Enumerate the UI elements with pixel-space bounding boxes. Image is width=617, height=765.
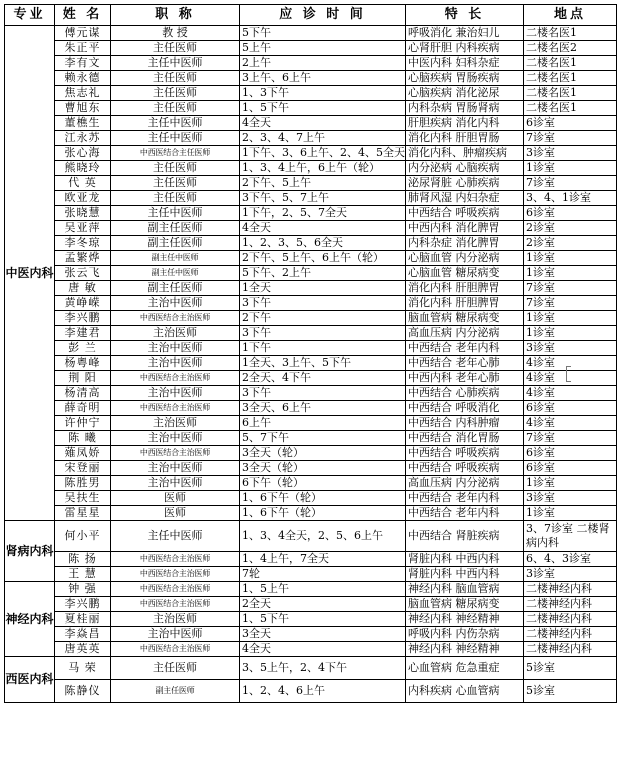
clinic-location: 二楼名医1: [524, 101, 617, 116]
clinic-schedule: 1全天: [240, 281, 406, 296]
table-row: [5, 266, 617, 281]
doctor-title: 教 授: [111, 26, 240, 41]
clinic-location: 6诊室: [524, 446, 617, 461]
clinic-location: 二楼神经内科: [524, 612, 617, 627]
clinic-schedule: 1全天、3上午、5下午: [240, 356, 406, 371]
doctor-name: 陈 扬: [55, 552, 111, 567]
doctor-title: 中西医结合主治医师: [111, 401, 240, 416]
table-row: [5, 251, 617, 266]
clinic-location: 4诊室: [524, 371, 617, 386]
doctor-name: 夏桂丽: [55, 612, 111, 627]
clinic-schedule: 5、7下午: [240, 431, 406, 446]
clinic-schedule: 1、4上午，7全天: [240, 552, 406, 567]
clinic-schedule: 1、6下午（轮）: [240, 506, 406, 521]
clinic-schedule: 1、5下午: [240, 612, 406, 627]
clinic-location: 1诊室: [524, 266, 617, 281]
doctor-title: 中西医结合主治医师: [111, 311, 240, 326]
clinic-location: 4诊室: [524, 386, 617, 401]
doctor-specialty: 神经内科 神经精神: [406, 642, 524, 657]
doctor-specialty: 消化内科 肝胆脾胃: [406, 281, 524, 296]
doctor-name: 王 慧: [55, 567, 111, 582]
doctor-name: 江永苏: [55, 131, 111, 146]
table-row: [5, 356, 617, 371]
clinic-location: 二楼神经内科: [524, 642, 617, 657]
table-row: [5, 476, 617, 491]
doctor-name: 吴扶生: [55, 491, 111, 506]
table-row: [5, 552, 617, 567]
doctor-name: 钟 强: [55, 582, 111, 597]
clinic-schedule: 2下午、5上午、6上午（轮）: [240, 251, 406, 266]
doctor-specialty: 神经内科 脑血管病: [406, 582, 524, 597]
table-row: [5, 597, 617, 612]
table-row: [5, 131, 617, 146]
clinic-location: 2诊室: [524, 221, 617, 236]
doctor-name: 李冬琼: [55, 236, 111, 251]
clinic-location: 二楼神经内科: [524, 627, 617, 642]
doctor-specialty: 泌尿肾脏 心肺疾病: [406, 176, 524, 191]
doctor-specialty: 肝胆疾病 消化内科: [406, 116, 524, 131]
header-row: [5, 5, 617, 26]
table-row: [5, 491, 617, 506]
table-row: [5, 206, 617, 221]
doctor-specialty: 内科疾病 心血管病: [406, 680, 524, 703]
doctor-title: 主治中医师: [111, 627, 240, 642]
table-row: [5, 311, 617, 326]
clinic-schedule: 1、2、4、6上午: [240, 680, 406, 703]
doctor-name: 张晓慧: [55, 206, 111, 221]
doctor-specialty: 呼吸内科 内伤杂病: [406, 627, 524, 642]
doctor-specialty: 肺肾风湿 内妇杂症: [406, 191, 524, 206]
doctor-name: 朱正平: [55, 41, 111, 56]
clinic-location: 5诊室: [524, 657, 617, 680]
table-row: [5, 191, 617, 206]
clinic-location: 二楼神经内科: [524, 582, 617, 597]
table-row: [5, 101, 617, 116]
clinic-schedule: 1、5下午: [240, 101, 406, 116]
doctor-title: 主任医师: [111, 101, 240, 116]
page-edge-mark: [566, 366, 571, 382]
department-cell: 西医内科: [5, 657, 55, 703]
doctor-specialty: 肾脏内科 中西内科: [406, 567, 524, 582]
clinic-schedule: 3、5上午，2、4下午: [240, 657, 406, 680]
clinic-location: 1诊室: [524, 506, 617, 521]
doctor-specialty: 中西结合 心肺疾病: [406, 386, 524, 401]
clinic-location: 1诊室: [524, 251, 617, 266]
clinic-location: 1诊室: [524, 326, 617, 341]
doctor-name: 张云飞: [55, 266, 111, 281]
table-row: [5, 582, 617, 597]
doctor-title: 主任医师: [111, 191, 240, 206]
doctor-name: 薙凤娇: [55, 446, 111, 461]
clinic-location: 二楼神经内科: [524, 597, 617, 612]
table-row: [5, 401, 617, 416]
clinic-location: 6诊室: [524, 461, 617, 476]
clinic-location: 3、4、1诊室: [524, 191, 617, 206]
doctor-specialty: 心脑疾病 消化泌尿: [406, 86, 524, 101]
doctor-title: 医师: [111, 491, 240, 506]
clinic-location: 3诊室: [524, 341, 617, 356]
doctor-name: 唐英英: [55, 642, 111, 657]
department-cell: 中医内科: [5, 26, 55, 521]
clinic-schedule: 3全天: [240, 627, 406, 642]
doctor-name: 李兴鹏: [55, 311, 111, 326]
clinic-location: 1诊室: [524, 311, 617, 326]
doctor-specialty: 脑血管病 糖尿病变: [406, 597, 524, 612]
doctor-specialty: 中西结合 老年内科: [406, 506, 524, 521]
table-row: [5, 326, 617, 341]
clinic-schedule-table: [4, 4, 617, 703]
doctor-title: 主任医师: [111, 86, 240, 101]
doctor-specialty: 消化内科、肿瘤疾病: [406, 146, 524, 161]
doctor-name: 黄峥嵘: [55, 296, 111, 311]
doctor-name: 许仲宁: [55, 416, 111, 431]
doctor-title: 主治医师: [111, 326, 240, 341]
doctor-specialty: 内分泌病 心脑疾病: [406, 161, 524, 176]
doctor-name: 焦志礼: [55, 86, 111, 101]
table-row: [5, 506, 617, 521]
doctor-specialty: 中西结合 呼吸疾病: [406, 206, 524, 221]
clinic-location: 6诊室: [524, 401, 617, 416]
table-row: [5, 26, 617, 41]
doctor-title: 副主任医师: [111, 281, 240, 296]
doctor-title: 中西医结合主治医师: [111, 582, 240, 597]
clinic-schedule: 6上午: [240, 416, 406, 431]
clinic-location: 二楼名医1: [524, 86, 617, 101]
clinic-location: 3诊室: [524, 491, 617, 506]
doctor-name: 杨清高: [55, 386, 111, 401]
clinic-location: 3、7诊室 二楼肾病内科: [524, 521, 617, 552]
schedule-document: [4, 4, 610, 703]
clinic-location: 二楼名医2: [524, 41, 617, 56]
table-row: [5, 161, 617, 176]
table-row: [5, 680, 617, 703]
doctor-specialty: 中医内科 妇科杂症: [406, 56, 524, 71]
clinic-schedule: 1、3下午: [240, 86, 406, 101]
clinic-schedule: 3下午、5、7上午: [240, 191, 406, 206]
clinic-schedule: 4全天: [240, 116, 406, 131]
doctor-specialty: 高血压病 内分泌病: [406, 476, 524, 491]
table-row: [5, 431, 617, 446]
department-cell: 肾病内科: [5, 521, 55, 582]
table-row: [5, 386, 617, 401]
doctor-name: 张心海: [55, 146, 111, 161]
doctor-title: 副主任中医师: [111, 251, 240, 266]
clinic-location: 7诊室: [524, 281, 617, 296]
table-row: [5, 296, 617, 311]
clinic-location: 2诊室: [524, 236, 617, 251]
table-row: [5, 86, 617, 101]
doctor-name: 董樵生: [55, 116, 111, 131]
doctor-title: 副主任医师: [111, 221, 240, 236]
doctor-title: 主任中医师: [111, 206, 240, 221]
doctor-title: 主任中医师: [111, 521, 240, 552]
doctor-title: 医师: [111, 506, 240, 521]
clinic-location: 7诊室: [524, 131, 617, 146]
doctor-name: 杨粤峰: [55, 356, 111, 371]
doctor-title: 副主任医师: [111, 236, 240, 251]
table-row: [5, 236, 617, 251]
doctor-specialty: 内科杂症 消化脾胃: [406, 236, 524, 251]
department-cell: 神经内科: [5, 582, 55, 657]
clinic-location: 3诊室: [524, 567, 617, 582]
doctor-title: 主治中医师: [111, 476, 240, 491]
clinic-schedule: 7轮: [240, 567, 406, 582]
doctor-specialty: 神经内科 神经精神: [406, 612, 524, 627]
clinic-location: 7诊室: [524, 176, 617, 191]
clinic-location: 6诊室: [524, 116, 617, 131]
doctor-title: 主治中医师: [111, 386, 240, 401]
clinic-location: 5诊室: [524, 680, 617, 703]
doctor-name: 陈 曦: [55, 431, 111, 446]
doctor-name: 唐 敏: [55, 281, 111, 296]
clinic-location: 二楼名医1: [524, 71, 617, 86]
doctor-title: 主治医师: [111, 612, 240, 627]
doctor-specialty: 脑血管病 糖尿病变: [406, 311, 524, 326]
doctor-specialty: 中西结合 肾脏疾病: [406, 521, 524, 552]
clinic-schedule: 3全天（轮）: [240, 446, 406, 461]
doctor-specialty: 心脑血管 糖尿病变: [406, 266, 524, 281]
doctor-specialty: 中西结合 呼吸疾病: [406, 446, 524, 461]
doctor-title: 中西医结合主治医师: [111, 371, 240, 386]
doctor-name: 欧亚龙: [55, 191, 111, 206]
doctor-name: 李焱昌: [55, 627, 111, 642]
doctor-name: 宋登丽: [55, 461, 111, 476]
table-row: [5, 416, 617, 431]
clinic-location: 7诊室: [524, 296, 617, 311]
clinic-schedule: 2全天: [240, 597, 406, 612]
doctor-specialty: 中西结合 呼吸消化: [406, 401, 524, 416]
table-row: [5, 371, 617, 386]
doctor-specialty: 心脑血管 内分泌病: [406, 251, 524, 266]
clinic-schedule: 3全天、6上午: [240, 401, 406, 416]
doctor-specialty: 中西内科 老年心肺: [406, 371, 524, 386]
clinic-location: 6诊室: [524, 206, 617, 221]
doctor-title: 主治医师: [111, 416, 240, 431]
table-row: [5, 56, 617, 71]
doctor-specialty: 心肾肝胆 内科疾病: [406, 41, 524, 56]
table-row: [5, 71, 617, 86]
clinic-schedule: 2上午: [240, 56, 406, 71]
clinic-schedule: 4全天: [240, 642, 406, 657]
clinic-schedule: 5上午: [240, 41, 406, 56]
doctor-title: 主任中医师: [111, 131, 240, 146]
table-row: [5, 612, 617, 627]
header-location: 地点: [524, 5, 617, 26]
doctor-title: 主任医师: [111, 71, 240, 86]
doctor-name: 陈胜男: [55, 476, 111, 491]
doctor-specialty: 心血管病 危急重症: [406, 657, 524, 680]
table-row: [5, 461, 617, 476]
doctor-specialty: 高血压病 内分泌病: [406, 326, 524, 341]
doctor-name: 荆 阳: [55, 371, 111, 386]
clinic-schedule: 2下午、5上午: [240, 176, 406, 191]
doctor-specialty: 中西结合 呼吸疾病: [406, 461, 524, 476]
table-row: [5, 521, 617, 552]
doctor-specialty: 消化内科 肝胆脾胃: [406, 296, 524, 311]
doctor-title: 主治中医师: [111, 356, 240, 371]
clinic-schedule: 2下午: [240, 311, 406, 326]
doctor-specialty: 内科杂病 胃肠肾病: [406, 101, 524, 116]
clinic-schedule: 1下午: [240, 341, 406, 356]
header-specialty: 特 长: [406, 5, 524, 26]
table-row: [5, 642, 617, 657]
clinic-schedule: 3下午: [240, 386, 406, 401]
clinic-location: 6、4、3诊室: [524, 552, 617, 567]
clinic-schedule: 1、2、3、5、6全天: [240, 236, 406, 251]
clinic-location: 1诊室: [524, 161, 617, 176]
doctor-specialty: 中西结合 老年内科: [406, 491, 524, 506]
clinic-location: 二楼名医1: [524, 56, 617, 71]
doctor-title: 主任医师: [111, 657, 240, 680]
clinic-schedule: 1、3、4全天，2、5、6上午: [240, 521, 406, 552]
clinic-schedule: 6下午（轮）: [240, 476, 406, 491]
clinic-schedule: 5下午: [240, 26, 406, 41]
table-row: [5, 341, 617, 356]
doctor-title: 主任中医师: [111, 56, 240, 71]
header-schedule: 应 诊 时 间: [240, 5, 406, 26]
clinic-schedule: 1下午、3、6上午、2、4、5全天: [240, 146, 406, 161]
doctor-specialty: 心脑疾病 胃肠疾病: [406, 71, 524, 86]
table-row: [5, 657, 617, 680]
doctor-name: 陈静仪: [55, 680, 111, 703]
clinic-schedule: 3全天（轮）: [240, 461, 406, 476]
doctor-title: 主治中医师: [111, 431, 240, 446]
clinic-schedule: 1、5上午: [240, 582, 406, 597]
doctor-title: 中西医结合主治医师: [111, 552, 240, 567]
doctor-name: 彭 兰: [55, 341, 111, 356]
table-row: [5, 116, 617, 131]
doctor-title: 主治中医师: [111, 296, 240, 311]
header-title: 职 称: [111, 5, 240, 26]
doctor-title: 中西医结合主治医师: [111, 597, 240, 612]
clinic-location: 二楼名医1: [524, 26, 617, 41]
clinic-location: 4诊室: [524, 416, 617, 431]
clinic-schedule: 3上午、6上午: [240, 71, 406, 86]
clinic-location: 3诊室: [524, 146, 617, 161]
doctor-title: 中西医结合主治医师: [111, 446, 240, 461]
doctor-title: 副主任中医师: [111, 266, 240, 281]
table-row: [5, 221, 617, 236]
clinic-location: 7诊室: [524, 431, 617, 446]
doctor-title: 主治中医师: [111, 341, 240, 356]
doctor-name: 何小平: [55, 521, 111, 552]
doctor-name: 李建君: [55, 326, 111, 341]
doctor-specialty: 中西结合 老年心肺: [406, 356, 524, 371]
clinic-schedule: 2全天、4下午: [240, 371, 406, 386]
doctor-name: 马 荣: [55, 657, 111, 680]
clinic-schedule: 1、3、4上午，6上午（轮）: [240, 161, 406, 176]
doctor-title: 主治中医师: [111, 461, 240, 476]
doctor-specialty: 肾脏内科 中西内科: [406, 552, 524, 567]
clinic-schedule: 2、3、4、7上午: [240, 131, 406, 146]
doctor-specialty: 呼吸消化 兼治妇儿: [406, 26, 524, 41]
doctor-name: 孟繁烨: [55, 251, 111, 266]
header-name: 姓 名: [55, 5, 111, 26]
doctor-name: 代 英: [55, 176, 111, 191]
header-dept: 专业: [5, 5, 55, 26]
doctor-title: 中西医结合主治医师: [111, 642, 240, 657]
doctor-name: 曹旭东: [55, 101, 111, 116]
table-row: [5, 627, 617, 642]
doctor-title: 中西医结合主任医师: [111, 146, 240, 161]
doctor-name: 李有文: [55, 56, 111, 71]
doctor-title: 主任医师: [111, 161, 240, 176]
doctor-specialty: 中西内科 消化脾胃: [406, 221, 524, 236]
doctor-specialty: 中西结合 内科肿瘤: [406, 416, 524, 431]
doctor-name: 雷星星: [55, 506, 111, 521]
clinic-schedule: 5下午、2上午: [240, 266, 406, 281]
doctor-name: 李兴鹏: [55, 597, 111, 612]
clinic-schedule: 4全天: [240, 221, 406, 236]
table-row: [5, 446, 617, 461]
doctor-name: 薛奇明: [55, 401, 111, 416]
table-row: [5, 146, 617, 161]
table-row: [5, 176, 617, 191]
table-row: [5, 41, 617, 56]
doctor-title: 主任中医师: [111, 116, 240, 131]
doctor-name: 赖永德: [55, 71, 111, 86]
doctor-title: 中西医结合主治医师: [111, 567, 240, 582]
table-row: [5, 281, 617, 296]
doctor-name: 吴亚萍: [55, 221, 111, 236]
doctor-title: 副主任医师: [111, 680, 240, 703]
table-row: [5, 567, 617, 582]
doctor-title: 主任医师: [111, 176, 240, 191]
clinic-schedule: 1、6下午（轮）: [240, 491, 406, 506]
doctor-name: 熊晓玲: [55, 161, 111, 176]
doctor-specialty: 中西结合 老年内科: [406, 341, 524, 356]
clinic-location: 4诊室: [524, 356, 617, 371]
clinic-schedule: 1下午，2、5、7全天: [240, 206, 406, 221]
doctor-specialty: 消化内科 肝胆胃肠: [406, 131, 524, 146]
schedule-body: [5, 26, 617, 703]
clinic-schedule: 3下午: [240, 326, 406, 341]
clinic-location: 1诊室: [524, 476, 617, 491]
doctor-name: 傅元谋: [55, 26, 111, 41]
doctor-title: 主任医师: [111, 41, 240, 56]
doctor-specialty: 中西结合 消化胃肠: [406, 431, 524, 446]
clinic-schedule: 3下午: [240, 296, 406, 311]
